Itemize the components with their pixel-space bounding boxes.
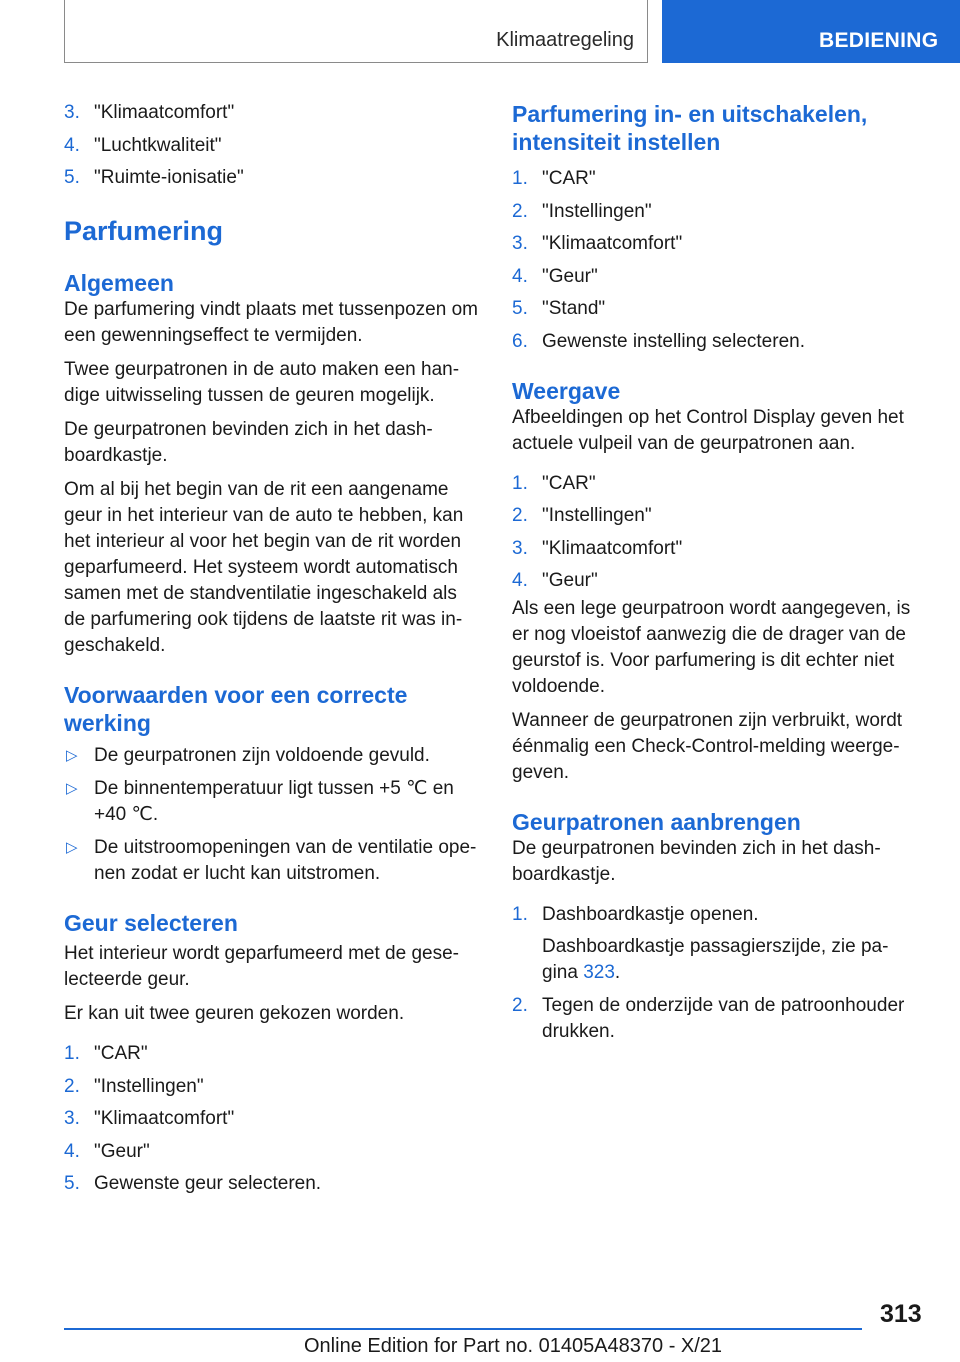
weergave-steps-list <box>512 471 912 595</box>
list-item: 6. Gewenste instelling selecteren. <box>512 330 805 352</box>
list-item: 3. "Klimaatcomfort" <box>512 537 683 559</box>
list-item: 4. "Luchtkwaliteit" <box>64 134 222 156</box>
continued-list <box>64 100 480 191</box>
list-item: 2. "Instellingen" <box>512 505 652 526</box>
list-item: ▷ De uitstroomopeningen van de ventilatie openen zodat er lucht kan uitstromen. <box>66 837 477 884</box>
page-reference-link[interactable]: 323 <box>583 962 615 983</box>
triangle-bullet-icon: ▷ <box>66 747 78 764</box>
list-item: 1. "CAR" <box>512 168 596 189</box>
list-item: ▷ De binnentemperatuur ligt tussen +5 ℃ en +40 ℃. <box>66 778 454 825</box>
footer-edition-text: Online Edition for Part no. 01405A48370 - X/21 <box>304 1335 723 1357</box>
list-item: 2. "Instellingen" <box>64 1075 204 1097</box>
paragraph: Afbeeldingen op het Control Display geven het actuele vulpeil van de geurpatronen aan. <box>512 406 904 454</box>
list-item: 5. "Ruimte-ionisatie" <box>64 167 244 188</box>
list-item: 1. "CAR" <box>64 1043 148 1064</box>
list-item: 5. Gewenste geur selecteren. <box>64 1173 322 1194</box>
paragraph: De parfumering vindt plaats met tussenpozen om een gewenningseffect te vermijden. <box>64 299 478 346</box>
list-item: ▷ De geurpatronen zijn voldoende gevuld. <box>64 743 480 769</box>
triangle-bullet-icon: ▷ <box>66 839 78 856</box>
paragraph: Wanneer de geurpatronen zijn verbruikt, wordt éénmalig een Check-Control-melding weergegeven. <box>512 710 903 783</box>
list-item: 3. "Klimaatcomfort" <box>64 1108 235 1129</box>
paragraph: De geurpatronen bevinden zich in het dashboardkastje. <box>512 838 881 885</box>
list-item: 4. "Geur" <box>512 570 598 591</box>
paragraph: Twee geurpatronen in de auto maken een handige uitwisseling tussen de geuren mogelijk. <box>64 359 460 406</box>
heading-weergave: Weergave <box>512 377 621 404</box>
aanbrengen-steps-list <box>512 902 912 1045</box>
list-item: 4. "Geur" <box>512 265 598 287</box>
heading-aanbrengen: Geurpatronen aanbrengen <box>512 809 801 835</box>
paragraph: Als een lege geurpatroon wordt aangegeven, is er nog vloeistof aanwezig die de drager van de geurstof is. Voor parfumering is dit echter niet voldoende. <box>512 598 911 697</box>
list-item: 1. Dashboardkastje openen. Dashboardkastje passagierszijde, zie pagina 323. <box>512 902 912 986</box>
paragraph: Om al bij het begin van de rit een aangename geur in het interieur van de auto te hebben, kan het interieur al voor het begin van de rit worden geparfumeerd. Het systeem wordt automatisch samen met de standventilatie ingeschakeld als de parfumering ook tijdens de laatste rit was ingeschakeld. <box>64 479 464 656</box>
page-number: 313 <box>880 1300 922 1328</box>
heading-geur-selecteren: Geur selecteren <box>64 910 238 936</box>
list-item: 3. "Klimaatcomfort" <box>64 102 235 123</box>
list-item: 3. "Klimaatcomfort" <box>512 233 683 254</box>
conditions-list <box>64 743 480 887</box>
list-item: 2. Tegen de onderzijde van de patroonhouder drukken. <box>512 994 905 1042</box>
triangle-bullet-icon: ▷ <box>66 780 78 797</box>
step-note: Dashboardkastje passagierszijde, zie pagina 323. <box>542 936 889 983</box>
header-chapter-tab: BEDIENING <box>662 0 960 63</box>
paragraph: Er kan uit twee geuren gekozen worden. <box>64 1003 405 1024</box>
heading-parfumering: Parfumering <box>64 216 224 246</box>
geur-steps-list <box>64 1041 480 1197</box>
list-item: 2. "Instellingen" <box>512 200 652 222</box>
list-item: 1. "CAR" <box>512 472 596 494</box>
heading-voorwaarden: Voorwaarden voor een correcte werking <box>64 682 408 736</box>
paragraph: Het interieur wordt geparfumeerd met de geselecteerde geur. <box>64 943 459 990</box>
right-column <box>512 100 912 1051</box>
inuit-steps-list <box>512 166 912 355</box>
list-item: 5. "Stand" <box>512 298 606 319</box>
heading-algemeen: Algemeen <box>64 270 174 296</box>
paragraph: De geurpatronen bevinden zich in het dashboardkastje. <box>64 419 433 466</box>
list-item: 4. "Geur" <box>64 1140 150 1162</box>
heading-in-uitschakelen: Parfumering in- en uitschakelen, intensiteit instellen <box>512 101 868 155</box>
left-column <box>64 100 480 1204</box>
header-section-title: Klimaatregeling <box>496 29 634 51</box>
footer-divider <box>64 1328 862 1330</box>
